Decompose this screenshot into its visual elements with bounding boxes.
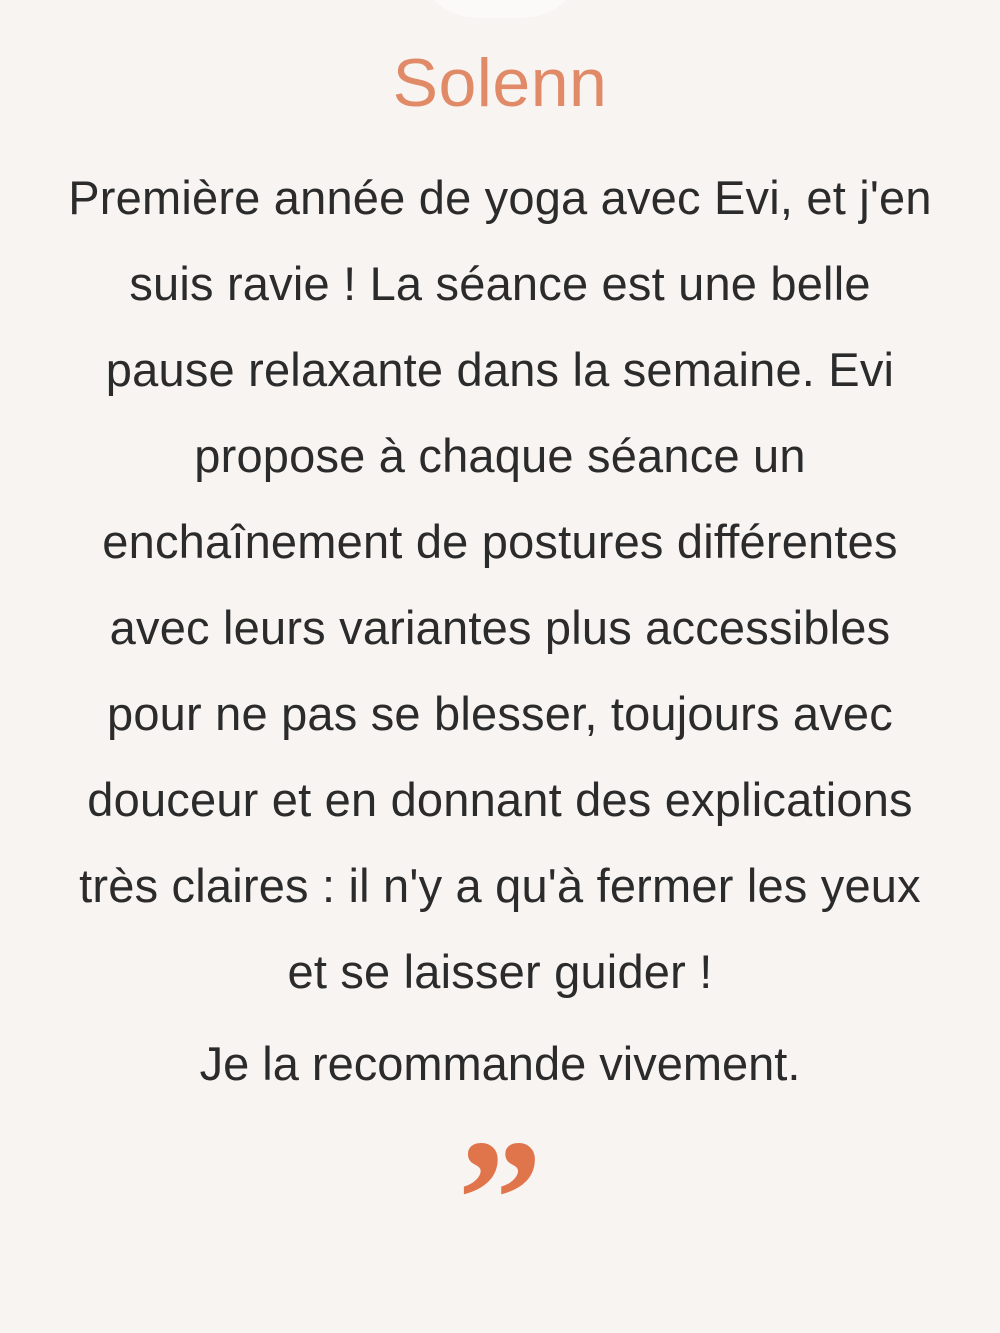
- testimonial-body-text: Première année de yoga avec Evi, et j'en suis ravie ! La séance est une belle pause relaxante dans la semaine. Evi propose à chaque séance un enchaînement de postures différentes avec leurs variantes plus accessibles pour ne pas se blesser, toujours avec douceur et en donnant des explications très claires : il n'y a qu'à fermer les yeux et se laisser guider !: [68, 170, 932, 998]
- testimonial-author-name: Solenn: [392, 45, 608, 121]
- top-notch-decoration: [414, 0, 586, 18]
- testimonial-closing-line: Je la recommande vivement.: [199, 1036, 801, 1090]
- quote-mark-icon: ”: [457, 1104, 543, 1293]
